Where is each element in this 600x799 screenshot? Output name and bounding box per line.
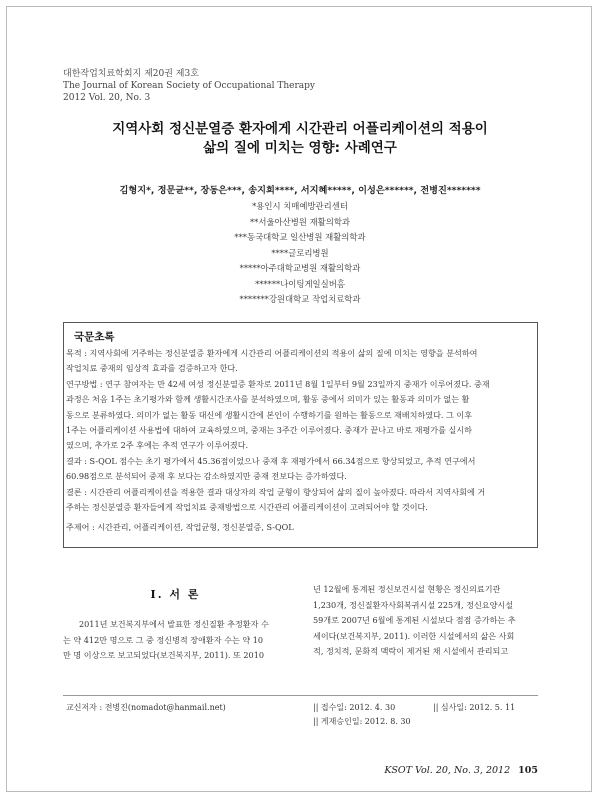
affiliation: *******강원대학교 작업치료학과: [239, 294, 361, 304]
journal-name-english: The Journal of Korean Society of Occupational Therapy: [63, 81, 316, 91]
affiliation: *용인시 치매예방관리센터: [252, 201, 348, 211]
abstract-line: 결론 : 시간관리 어플리케이션을 적용한 결과 대상자의 작업 균형이 향상되어 삶의 질이 높아졌다. 따라서 지역사회에 거: [66, 487, 486, 497]
footer-divider: [63, 695, 538, 696]
affiliation: ******나이팅게일실버홈: [255, 278, 345, 289]
abstract-line: 동으로 분류하였다. 의미가 없는 활동 대신에 생활시간에 본인이 수행하기를 원하는 활동으로 재배치하였다. 그 이후: [66, 410, 473, 420]
abstract-heading: 국문초록: [74, 331, 115, 343]
paper-title-line-2: 삶의 질에 미치는 영향: 사례연구: [203, 140, 397, 156]
body-line: 만 명 이상으로 보고되었다(보건복지부, 2011). 또 2010: [63, 650, 265, 660]
body-line: 2011년 보건복지부에서 발표한 정신질환 추정환자 수: [79, 619, 269, 629]
journal-citation: KSOT Vol. 20, No. 3, 2012: [384, 765, 511, 776]
journal-footer: [384, 765, 538, 776]
page-number: 105: [518, 765, 538, 776]
affiliation: ***동국대학교 일산병원 재활의학과: [234, 232, 366, 242]
abstract-line: 였으며, 추가로 2주 후에는 추적 연구가 이루어졌다.: [66, 440, 249, 450]
section-heading-introduction: Ⅰ. 서 론: [150, 588, 201, 601]
affiliation: *****아주대학교병원 재활의학과: [239, 263, 361, 273]
keywords: 주제어 : 시간관리, 어플리케이션, 작업균형, 정신분열증, S-QOL: [66, 522, 294, 532]
abstract-line: 과정은 처음 1주는 초기평가와 함께 생활시간조사를 분석하였으며, 활동 중에서 의미가 있는 활동과 의미가 없는 활: [66, 394, 470, 404]
body-line: 년 12월에 통계된 정신보건시설 현황은 정신의료기관: [313, 584, 501, 594]
correspondence-author: 교신저자 : 전병진(nomadot@hanmail.net): [66, 703, 226, 712]
body-line: 적, 정치적, 문화적 맥락이 제거된 채 시설에서 관리되고: [313, 646, 509, 656]
abstract-line: 작업치료 중재의 임상적 효과를 검증하고자 한다.: [66, 363, 238, 373]
body-line: 세이다(보건복지부, 2011). 이러한 시설에서의 삶은 사회: [313, 630, 515, 641]
affiliation: **서울아산병원 재활의학과: [249, 216, 351, 227]
paper-title: [0, 120, 600, 158]
body-line: 59개로 2007년 6월에 통계된 시설보다 점점 증가하는 추: [313, 615, 516, 625]
body-line: 는 약 412만 명으로 그 중 정신병적 장애환자 수는 약 10: [63, 634, 264, 645]
accepted-date: || 게재승인일: 2012. 8. 30: [313, 717, 411, 726]
journal-header: [63, 68, 315, 104]
body-line: 1,230개, 정신질환자사회복귀시설 225개, 정신요양시설: [313, 599, 514, 610]
abstract-line: 목적 : 지역사회에 거주하는 정신분열증 환자에게 시간관리 어플리케이션의 적용이 삶의 질에 미치는 영향을 분석하여: [66, 348, 478, 358]
received-date: || 접수일: 2012. 4. 30: [313, 703, 396, 712]
abstract-line: 1주는 어플리케이션 사용법에 대하여 교육하였으며, 중재는 3주간 이루어졌다. 중재가 끝나고 바로 재평가를 실시하: [66, 425, 472, 435]
author-list: 김형지*, 정문균**, 장동은***, 송지희****, 서지혜*****, 이성은******, 전병진*******: [119, 185, 481, 196]
review-date: || 심사일: 2012. 5. 11: [433, 703, 516, 712]
affiliation-list: [0, 199, 600, 308]
abstract-line: 주하는 정신분열증 환자들에게 작업치료 중재방법으로 시간관리 어플리케이션이 고려되어야 할 것이다.: [66, 502, 428, 512]
paper-title-line-1: 지역사회 정신분열증 환자에게 시간관리 어플리케이션의 적용이: [112, 121, 488, 137]
body-column-left: [63, 617, 290, 664]
journal-volume: 2012 Vol. 20, No. 3: [63, 93, 151, 103]
journal-name-korean: 대한작업치료학회지 제20권 제3호: [63, 69, 199, 79]
body-column-right: [313, 582, 538, 660]
abstract-line: 결과 : S-QOL 점수는 초기 평가에서 45.36점이었으나 중재 후 재평가에서 66.34점으로 향상되었고, 추적 연구에서: [66, 456, 476, 466]
abstract-line: 60.98점으로 분석되어 중재 후 보다는 감소하였지만 중재 전보다는 증가하였다.: [66, 471, 347, 481]
abstract-line: 연구방법 : 연구 참여자는 만 42세 여성 정신분열증 환자로 2011년 8월 1일부터 9월 23일까지 중재가 이루어졌다. 중재: [66, 379, 490, 389]
affiliation: ****글로리병원: [271, 247, 329, 258]
